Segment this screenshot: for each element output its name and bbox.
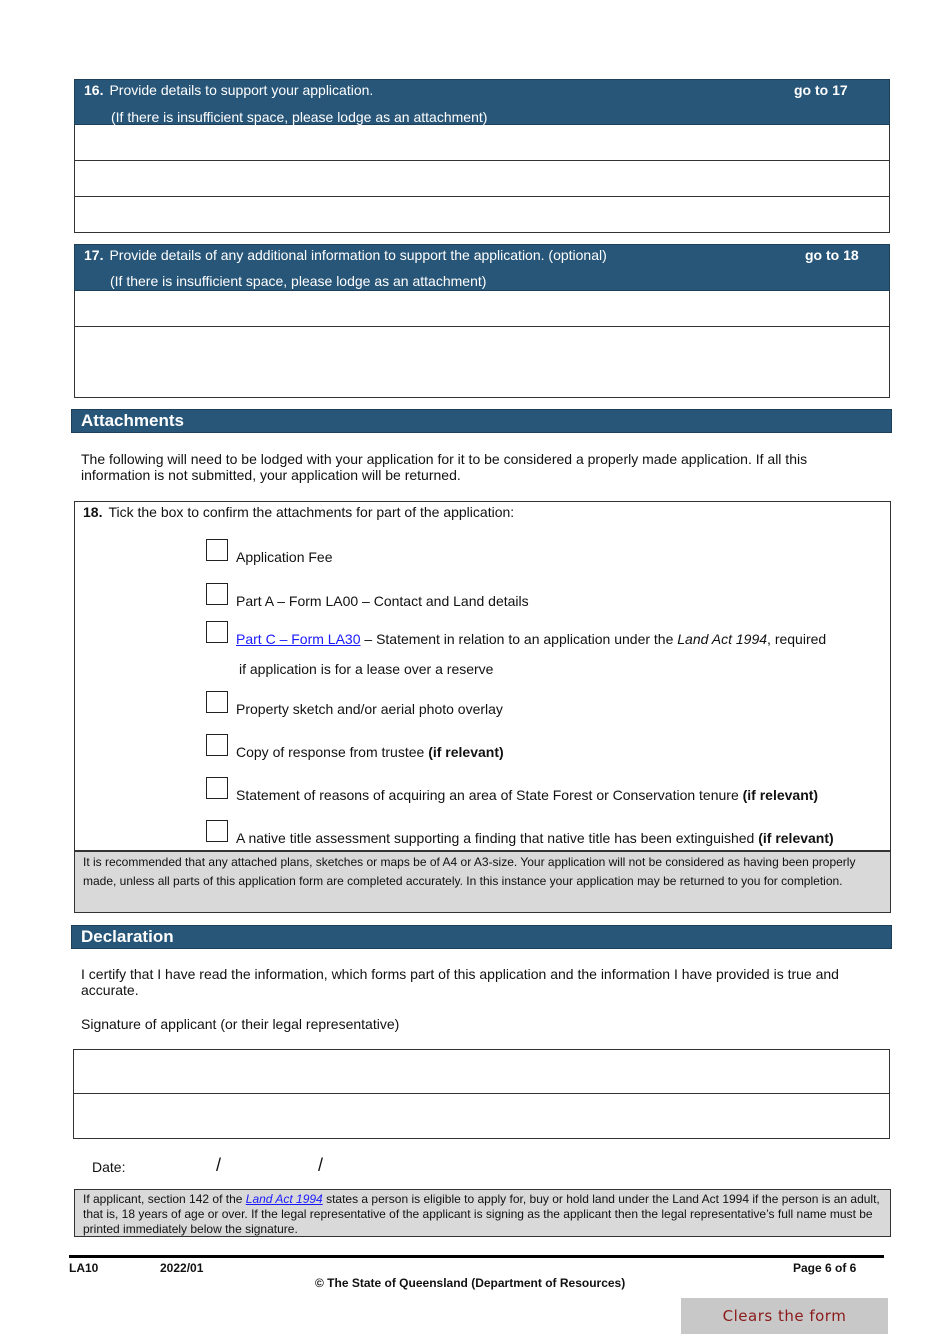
checkbox-application-fee[interactable] [206,539,228,561]
signature-field-1[interactable] [74,1050,889,1094]
footer-divider [69,1255,884,1258]
q16-field-1[interactable] [74,125,890,161]
q16-title: 16. Provide details to support your application. [84,82,374,98]
date-separator-1: / [216,1155,222,1175]
label-statement-reasons: Statement of reasons of acquiring an area of State Forest or Conservation tenure (if relevant) [236,787,819,803]
checkbox-statement-reasons[interactable] [206,777,228,799]
q18-note: It is recommended that any attached plans, sketches or maps be of A4 or A3-size. Your application will not be considered as having been properly made, unless all parts of this application form are completed accurately. In this instance your application may be returned to you for completion. [74,851,891,913]
signature-box [73,1049,890,1139]
attachments-heading: Attachments [71,409,892,433]
declaration-heading: Declaration [71,925,892,949]
label-property-sketch: Property sketch and/or aerial photo overlay [236,701,503,717]
q16-subtext: (If there is insufficient space, please lodge as an attachment) [111,109,488,125]
attachments-intro: The following will need to be lodged with your application for it to be considered a properly made application. If all this information is not submitted, your application will be returned. [81,451,808,483]
q17-field-1[interactable] [74,291,890,327]
date-input[interactable] [140,1152,350,1178]
land-act-link[interactable]: Land Act 1994 [245,1192,323,1206]
q16-header [74,79,890,125]
q17-goto: go to 18 [805,247,859,263]
footer-form-code: LA10 [69,1261,99,1275]
q17-field-3[interactable] [74,362,890,398]
q17-field-2[interactable] [74,327,890,363]
checkbox-part-a[interactable] [206,583,228,605]
part-c-form-link[interactable]: Part C – Form LA30 [236,631,361,647]
q16-goto: go to 17 [794,82,848,98]
q16-field-2[interactable] [74,161,890,197]
label-part-c: Part C – Form LA30 – Statement in relation to an application under the Land Act 1994, required [236,631,827,647]
clear-form-button[interactable]: Clears the form [681,1298,888,1334]
q17-header [74,244,890,291]
label-part-a: Part A – Form LA00 – Contact and Land details [236,593,529,609]
declaration-note: If applicant, section 142 of the Land Act 1994 states a person is eligible to apply for, buy or hold land under the Land Act 1994 if the person is an adult, that is, 18 years of age or over. If the legal representative of the applicant is signing as the applicant then the legal representative’s full name must be printed immediately below the signature. [74,1189,891,1237]
checkbox-native-title[interactable] [206,820,228,842]
footer-copyright: © The State of Queensland (Department of Resources) [315,1276,626,1290]
declaration-certify: I certify that I have read the information, which forms part of this application and the information I have provided is true and accurate. [81,966,839,998]
q16-field-3[interactable] [74,197,890,233]
label-application-fee: Application Fee [236,549,333,565]
footer-version: 2022/01 [160,1261,204,1275]
date-label: Date: [92,1159,126,1175]
q18-title: 18. Tick the box to confirm the attachments for part of the application: [83,504,515,520]
q17-title: 17. Provide details of any additional information to support the application. (optional) [84,247,607,263]
checkbox-property-sketch[interactable] [206,691,228,713]
checkbox-trustee-response[interactable] [206,734,228,756]
signature-field-2[interactable] [74,1094,889,1138]
checkbox-part-c[interactable] [206,621,228,643]
signature-label: Signature of applicant (or their legal representative) [81,1016,400,1032]
footer-page: Page 6 of 6 [793,1261,857,1275]
date-separator-2: / [318,1155,324,1175]
label-trustee-response: Copy of response from trustee (if relevant) [236,744,504,760]
label-part-c-line2: if application is for a lease over a reserve [239,661,494,677]
label-native-title: A native title assessment supporting a finding that native title has been extinguished (if relevant) [236,830,834,846]
q17-subtext: (If there is insufficient space, please lodge as an attachment) [110,273,487,289]
